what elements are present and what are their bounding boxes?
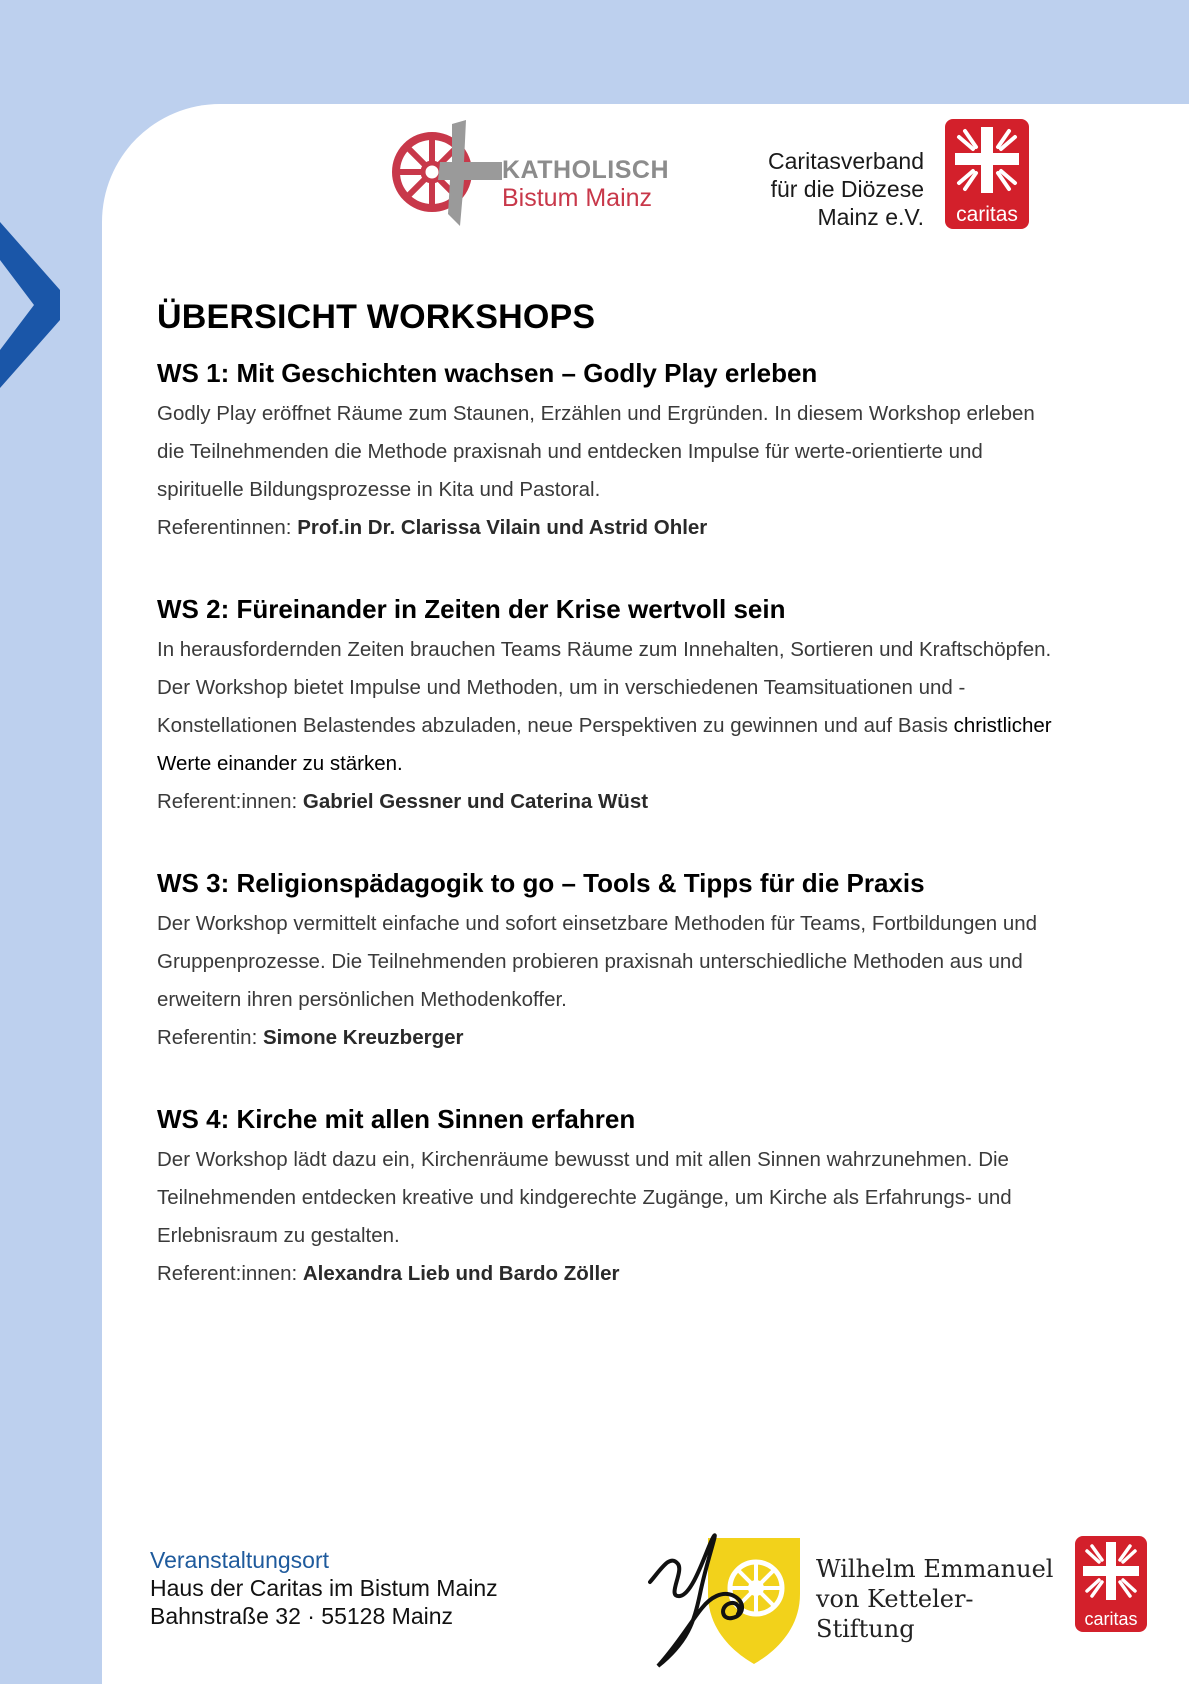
speaker-label: Referentinnen: [157,516,298,539]
venue-label: Veranstaltungsort [150,1547,330,1573]
speaker-label: Referent:innen: [157,1262,303,1285]
bistum-logo-line1: KATHOLISCH [502,156,670,184]
caritas-logo-footer [1075,1536,1147,1632]
workshop-heading: WS 1: Mit Geschichten wachsen – Godly Play erleben [157,358,818,388]
workshop-3 [157,867,1057,1057]
foundation-name-line1: Wilhelm Emmanuel [816,1555,1054,1583]
workshop-description-highlight: christlicher Werte einander zu stärken. [157,714,1052,775]
workshop-heading: WS 2: Füreinander in Zeiten der Krise wertvoll sein [157,594,786,624]
workshop-description-text: In herausfordernden Zeiten brauchen Teams Räume zum Innehalten, Sortieren und Kraftschöpfen. Der Workshop bietet Impulse und Methoden, um in verschiedenen Teamsituationen und -Konstellationen Belastendes abzuladen, neue Perspektiven zu gewinnen und auf Basis [157,638,1052,737]
caritas-line-3: Mainz e.V. [817,204,924,230]
speaker-label: Referent:innen: [157,790,303,813]
speaker-names: Gabriel Gessner und Caterina Wüst [302,790,649,813]
workshop-4 [157,1103,1057,1293]
speaker-names: Prof.in Dr. Clarissa Vilain und Astrid Ohler [297,516,708,539]
workshop-speakers [157,783,1057,821]
workshop-1 [157,357,1057,547]
caritas-logo-word: caritas [1084,1609,1138,1629]
workshop-speakers [157,509,1057,547]
workshop-description [157,631,1057,783]
foundation-name-line2: von Ketteler-Stiftung [816,1585,974,1643]
workshop-2 [157,593,1057,821]
speaker-label: Referentin: [157,1026,263,1049]
workshop-description [157,395,1057,509]
caritas-logo-word: caritas [956,203,1018,226]
workshop-speakers [157,1019,1057,1057]
workshop-speakers [157,1255,1057,1293]
workshop-description-text: Godly Play eröffnet Räume zum Staunen, Erzählen und Ergründen. In diesem Workshop erleben die Teilnehmenden die Methode praxisnah und entdecken Impulse für werte-orientierte und spirituelle Bildungsprozesse in Kita und Pastoral. [157,402,1035,501]
bistum-mainz-logo [390,118,680,230]
speaker-names: Simone Kreuzberger [262,1026,464,1049]
bistum-wheel-cross-icon [390,118,510,230]
speaker-names: Alexandra Lieb und Bardo Zöller [302,1262,620,1285]
workshop-description-text: Der Workshop lädt dazu ein, Kirchenräume bewusst und mit allen Sinnen wahrzunehmen. Die Teilnehmenden entdecken kreative und kindgerechte Zugänge, um Kirche als Erfahrungs- und Erlebnisraum zu gestalten. [157,1148,1012,1247]
workshop-description [157,1141,1057,1255]
caritas-flame-cross-icon [945,119,1029,201]
caritas-association-name [768,147,924,231]
venue-name: Haus der Caritas im Bistum Mainz [150,1575,498,1601]
workshop-description-text: Der Workshop vermittelt einfache und sofort einsetzbare Methoden für Teams, Fortbildungen und Gruppenprozesse. Die Teilnehmenden probieren praxisnah unterschiedliche Methoden aus und erweitern ihren persönlichen Methodenkoffer. [157,912,1038,1011]
caritas-flame-cross-icon [1075,1536,1147,1608]
caritas-line-1: Caritasverband [768,148,924,174]
caritas-logo [945,119,1029,229]
workshop-heading: WS 4: Kirche mit allen Sinnen erfahren [157,1104,636,1134]
venue-address: Bahnstraße 32 · 55128 Mainz [150,1603,454,1629]
venue-block [150,1546,498,1630]
page-title: ÜBERSICHT WORKSHOPS [157,298,596,336]
ketteler-crest-signature-icon [648,1524,808,1674]
workshop-heading: WS 3: Religionspädagogik to go – Tools & Tipps für die Praxis [157,868,925,898]
workshop-description [157,905,1057,1019]
main-content [157,298,1057,1293]
caritas-line-2: für die Diözese [770,176,924,202]
bistum-logo-line2: Bistum Mainz [502,184,653,212]
chevron-icon [0,222,60,388]
ketteler-foundation-logo [648,1524,1058,1674]
